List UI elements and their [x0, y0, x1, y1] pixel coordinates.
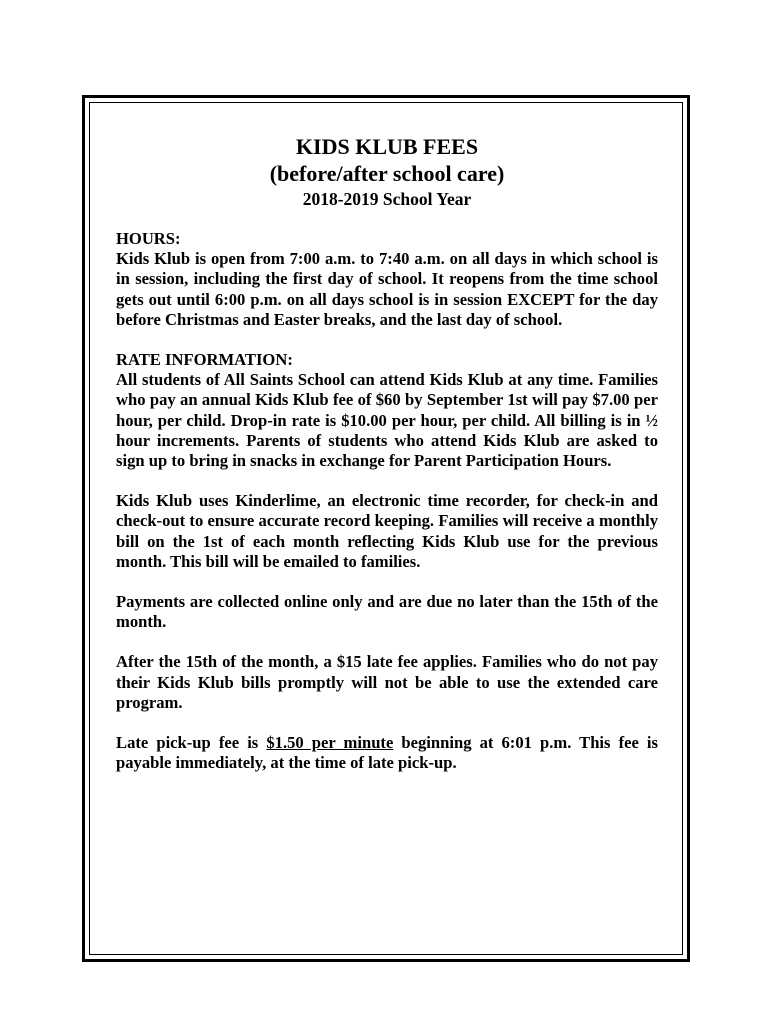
- rate-heading: RATE INFORMATION:: [116, 350, 293, 370]
- late-pickup-intro: Late pick-up fee is: [116, 733, 267, 753]
- rate-text: All students of All Saints School can attend Kids Klub at any time. Families who pay an annual Kids Klub fee of $60 by September 1st will pay $7.00 per hour, per child. Drop-in rate is $10.00 per hour, per child. All billing is in ½ hour increments. Parents of students who attend Kids Klub are asked to sign up to bring in snacks in exchange for Parent Participation Hours.: [116, 370, 658, 471]
- late-pickup-paragraph: [116, 733, 658, 773]
- hours-text: Kids Klub is open from 7:00 a.m. to 7:40 a.m. on all days in which school is in session, including the first day of school. It reopens from the time school gets out until 6:00 p.m. on all days school is in session EXCEPT for the day before Christmas and Easter breaks, and the last day of school.: [116, 249, 658, 329]
- hours-section: [116, 229, 658, 330]
- document-content: [116, 133, 658, 793]
- document-title: KIDS KLUB FEES: [295, 134, 479, 159]
- late-pickup-amount: $1.50 per minute: [266, 733, 394, 753]
- late-pickup-details: beginning at 6:01 p.m. This fee is payable immediately, at the time of late pick-up.: [116, 733, 659, 773]
- hours-heading: HOURS:: [116, 229, 181, 248]
- payments-paragraph: Payments are collected online only and are due no later than the 15th of the month.: [116, 592, 658, 632]
- document-subtitle: (before/after school care): [269, 161, 505, 186]
- kinderlime-paragraph: Kids Klub uses Kinderlime, an electronic time recorder, for check-in and check-out to ensure accurate record keeping. Families will receive a monthly bill on the 1st of each month reflecting Kids Klub use for the previous month. This bill will be emailed to families.: [116, 491, 658, 571]
- school-year: 2018-2019 School Year: [302, 189, 472, 209]
- late-fee-paragraph: After the 15th of the month, a $15 late fee applies. Families who do not pay their Kids Klub bills promptly will not be able to use the extended care program.: [116, 652, 658, 712]
- rate-section: [116, 350, 658, 471]
